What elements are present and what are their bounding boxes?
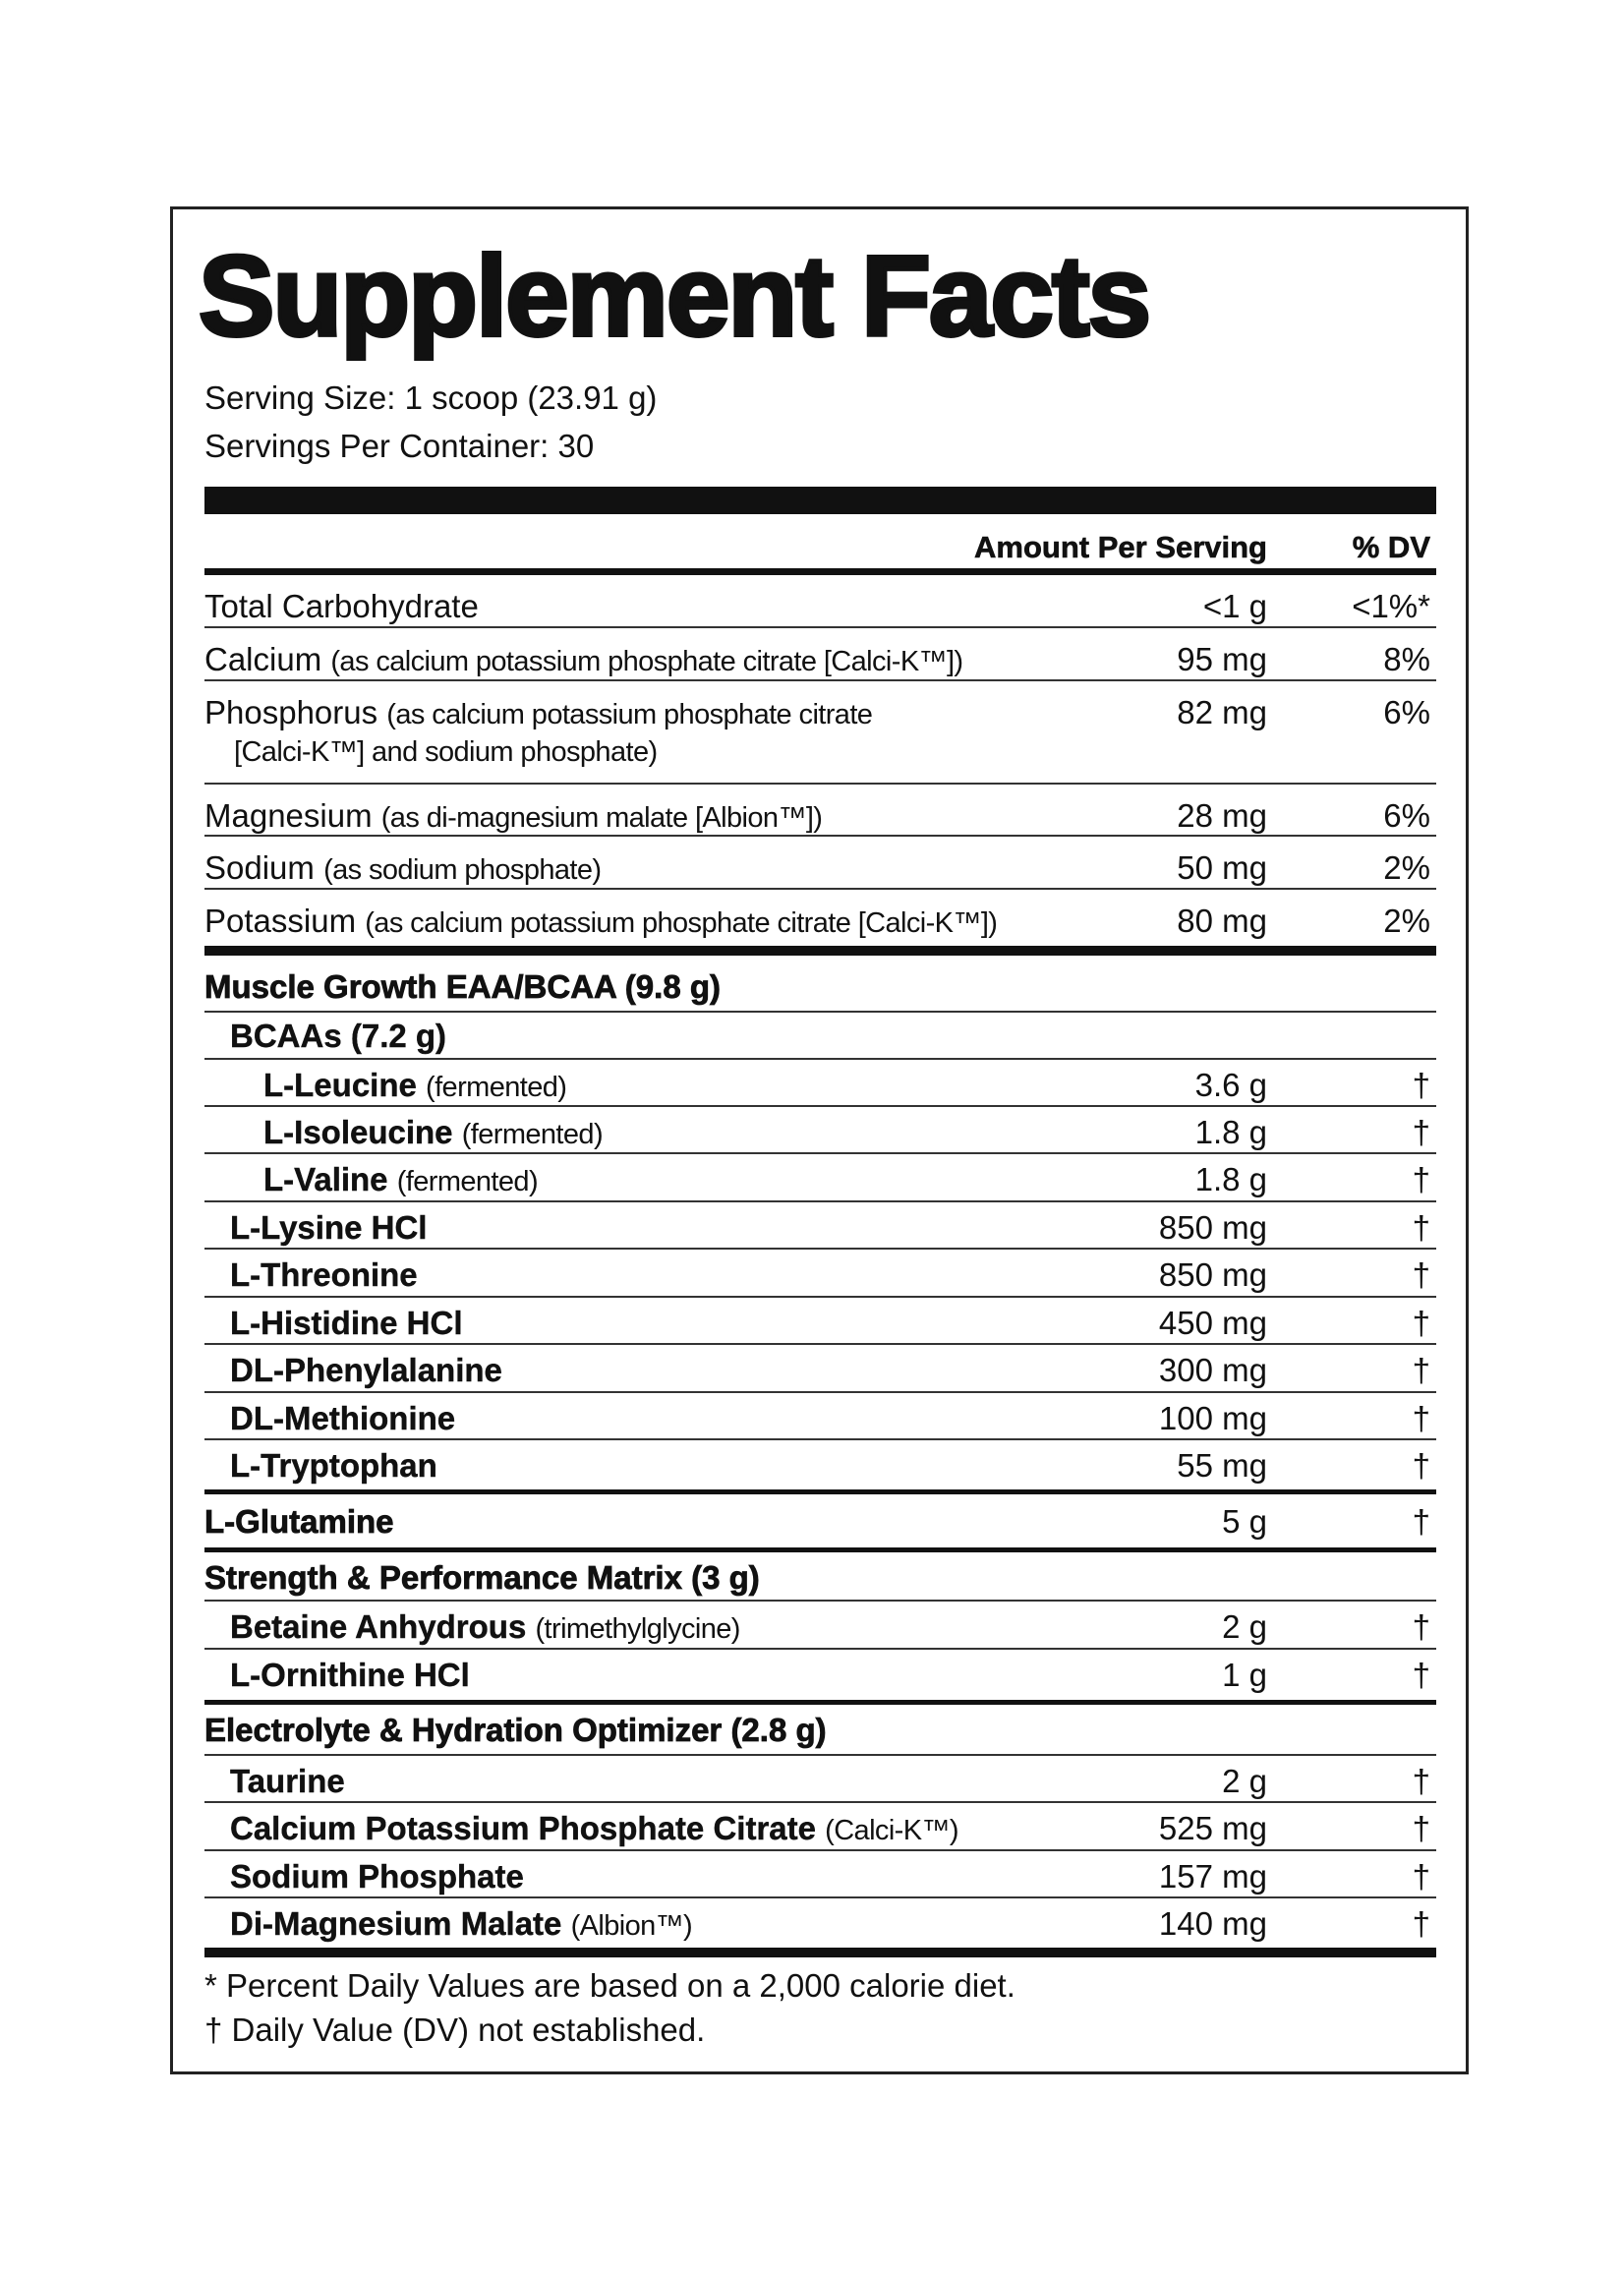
- nutrient-row: [204, 890, 1436, 946]
- ingredient-name: DL-Phenylalanine: [230, 1352, 502, 1388]
- ingredient-dv: †: [1412, 1400, 1430, 1436]
- servings-per-container: Servings Per Container: 30: [204, 428, 595, 464]
- ingredient-dv: †: [1412, 1905, 1430, 1942]
- ingredient-row-glutamine: [204, 1494, 1436, 1547]
- ingredient-amount: 450 mg: [1158, 1305, 1267, 1341]
- ingredient-row: [204, 1756, 1436, 1803]
- ingredient-name: Taurine: [230, 1763, 345, 1799]
- nutrient-amount: 82 mg: [1177, 694, 1267, 730]
- ingredient-dv: †: [1412, 1810, 1430, 1846]
- ingredient-name: L-Glutamine: [204, 1503, 394, 1540]
- nutrient-name: Sodium: [204, 849, 315, 886]
- nutrient-row: [204, 837, 1436, 890]
- ingredient-dv: †: [1412, 1161, 1430, 1197]
- ingredient-name: L-Isoleucine: [263, 1114, 453, 1150]
- footnote-dv-basis: * Percent Daily Values are based on a 2,000 calorie diet.: [204, 1967, 1015, 2004]
- ingredient-amount: 850 mg: [1158, 1256, 1267, 1293]
- ingredient-amount: 157 mg: [1158, 1858, 1267, 1895]
- ingredient-amount: 1 g: [1222, 1657, 1267, 1693]
- panel-title: Supplement Facts: [199, 232, 1150, 360]
- ingredient-amount: 1.8 g: [1194, 1161, 1267, 1197]
- ingredient-name: L-Ornithine HCl: [230, 1657, 470, 1693]
- ingredient-row: [204, 1154, 1436, 1202]
- ingredient-name: L-Valine: [263, 1161, 388, 1197]
- ingredient-name: Sodium Phosphate: [230, 1858, 524, 1895]
- group-name: Electrolyte & Hydration Optimizer (2.8 g): [204, 1712, 827, 1748]
- ingredient-row: [204, 1602, 1436, 1650]
- ingredient-dv: †: [1412, 1352, 1430, 1388]
- ingredient-row: [204, 1250, 1436, 1298]
- nutrient-amount: 80 mg: [1177, 903, 1267, 939]
- ingredient-dv: †: [1412, 1114, 1430, 1150]
- ingredient-dv: †: [1412, 1256, 1430, 1293]
- nutrient-name: Potassium: [204, 903, 357, 939]
- column-header: [204, 522, 1436, 571]
- nutrient-source: (as sodium phosphate): [323, 854, 602, 886]
- ingredient-name: DL-Methionine: [230, 1400, 456, 1436]
- ingredient-dv: †: [1412, 1503, 1430, 1540]
- ingredient-dv: †: [1412, 1858, 1430, 1895]
- nutrient-source: (as calcium potassium phosphate citrate [Calci-K™]): [330, 646, 963, 677]
- ingredient-name: L-Lysine HCl: [230, 1209, 428, 1246]
- nutrient-amount: <1 g: [1202, 588, 1267, 624]
- ingredient-amount: 300 mg: [1158, 1352, 1267, 1388]
- subgroup-name: BCAAs (7.2 g): [230, 1018, 447, 1054]
- ingredient-row: [204, 1298, 1436, 1345]
- ingredient-name: L-Histidine HCl: [230, 1305, 463, 1341]
- group-name: Muscle Growth EAA/BCAA (9.8 g): [204, 968, 721, 1005]
- ingredient-source: (Calci-K™): [825, 1815, 958, 1846]
- ingredient-dv: †: [1412, 1209, 1430, 1246]
- ingredient-amount: 1.8 g: [1194, 1114, 1267, 1150]
- ingredient-amount: 5 g: [1222, 1503, 1267, 1540]
- nutrient-dv: 6%: [1383, 694, 1430, 730]
- ingredient-amount: 525 mg: [1158, 1810, 1267, 1846]
- ingredient-row: [204, 1202, 1436, 1250]
- nutrient-source: (as calcium potassium phosphate citrate: [386, 699, 873, 730]
- nutrient-row: [204, 575, 1436, 628]
- nutrient-dv: <1%*: [1352, 588, 1430, 624]
- ingredient-source: (Albion™): [570, 1910, 693, 1942]
- ingredient-amount: 55 mg: [1177, 1447, 1267, 1484]
- section-divider: [204, 1948, 1436, 1957]
- nutrient-source: (as di-magnesium malate [Albion™]): [380, 802, 823, 834]
- nutrient-name: Phosphorus: [204, 694, 378, 730]
- serving-size: Serving Size: 1 scoop (23.91 g): [204, 379, 658, 416]
- nutrient-row: [204, 785, 1436, 837]
- ingredient-name: L-Threonine: [230, 1256, 418, 1293]
- ingredient-row: [204, 1650, 1436, 1700]
- nutrient-amount: 28 mg: [1177, 797, 1267, 834]
- ingredient-dv: †: [1412, 1305, 1430, 1341]
- supplement-facts-panel: [170, 206, 1469, 2074]
- amount-per-serving-header: Amount Per Serving: [974, 530, 1267, 564]
- ingredient-name: Di-Magnesium Malate: [230, 1905, 562, 1942]
- ingredient-source: (fermented): [426, 1072, 567, 1103]
- ingredient-name: L-Tryptophan: [230, 1447, 437, 1484]
- ingredient-amount: 100 mg: [1158, 1400, 1267, 1436]
- ingredient-dv: †: [1412, 1608, 1430, 1645]
- ingredient-name: L-Leucine: [263, 1067, 417, 1103]
- ingredient-amount: 2 g: [1222, 1608, 1267, 1645]
- ingredient-amount: 3.6 g: [1194, 1067, 1267, 1103]
- ingredient-row: [204, 1898, 1436, 1948]
- dv-header: % DV: [1352, 530, 1430, 564]
- nutrient-dv: 2%: [1383, 849, 1430, 886]
- ingredient-dv: †: [1412, 1763, 1430, 1799]
- ingredient-row: [204, 1851, 1436, 1898]
- nutrient-name: Total Carbohydrate: [204, 588, 479, 624]
- ingredient-row: [204, 1060, 1436, 1107]
- group-name: Strength & Performance Matrix (3 g): [204, 1559, 760, 1596]
- ingredient-source: (trimethylglycine): [535, 1613, 740, 1645]
- section-divider: [204, 946, 1436, 956]
- nutrient-name: Calcium: [204, 641, 322, 677]
- nutrient-row: [204, 681, 1436, 785]
- group-heading-strength: [204, 1552, 1436, 1602]
- nutrient-dv: 8%: [1383, 641, 1430, 677]
- ingredient-name: Betaine Anhydrous: [230, 1608, 527, 1645]
- nutrient-row: [204, 628, 1436, 681]
- group-heading-electrolyte: [204, 1705, 1436, 1756]
- nutrient-dv: 6%: [1383, 797, 1430, 834]
- ingredient-row: [204, 1440, 1436, 1489]
- header-divider: [204, 568, 1436, 575]
- ingredient-row: [204, 1107, 1436, 1154]
- group-heading-muscle-growth: [204, 956, 1436, 1013]
- subgroup-heading-bcaa: [204, 1013, 1436, 1060]
- ingredient-name: Calcium Potassium Phosphate Citrate: [230, 1810, 816, 1846]
- ingredient-amount: 140 mg: [1158, 1905, 1267, 1942]
- ingredient-dv: †: [1412, 1067, 1430, 1103]
- footnote-dv-not-established: † Daily Value (DV) not established.: [204, 2012, 706, 2048]
- ingredient-row: [204, 1393, 1436, 1440]
- nutrient-amount: 50 mg: [1177, 849, 1267, 886]
- nutrient-source: (as calcium potassium phosphate citrate [Calci-K™]): [365, 907, 998, 939]
- ingredient-row: [204, 1803, 1436, 1851]
- nutrient-dv: 2%: [1383, 903, 1430, 939]
- thick-divider: [204, 487, 1436, 514]
- nutrient-name: Magnesium: [204, 797, 373, 834]
- nutrient-source-continued: [Calci-K™] and sodium phosphate): [234, 736, 658, 768]
- ingredient-amount: 850 mg: [1158, 1209, 1267, 1246]
- nutrient-amount: 95 mg: [1177, 641, 1267, 677]
- ingredient-dv: †: [1412, 1657, 1430, 1693]
- ingredient-amount: 2 g: [1222, 1763, 1267, 1799]
- ingredient-source: (fermented): [461, 1119, 604, 1150]
- ingredient-dv: †: [1412, 1447, 1430, 1484]
- ingredient-source: (fermented): [396, 1166, 539, 1197]
- ingredient-row: [204, 1345, 1436, 1393]
